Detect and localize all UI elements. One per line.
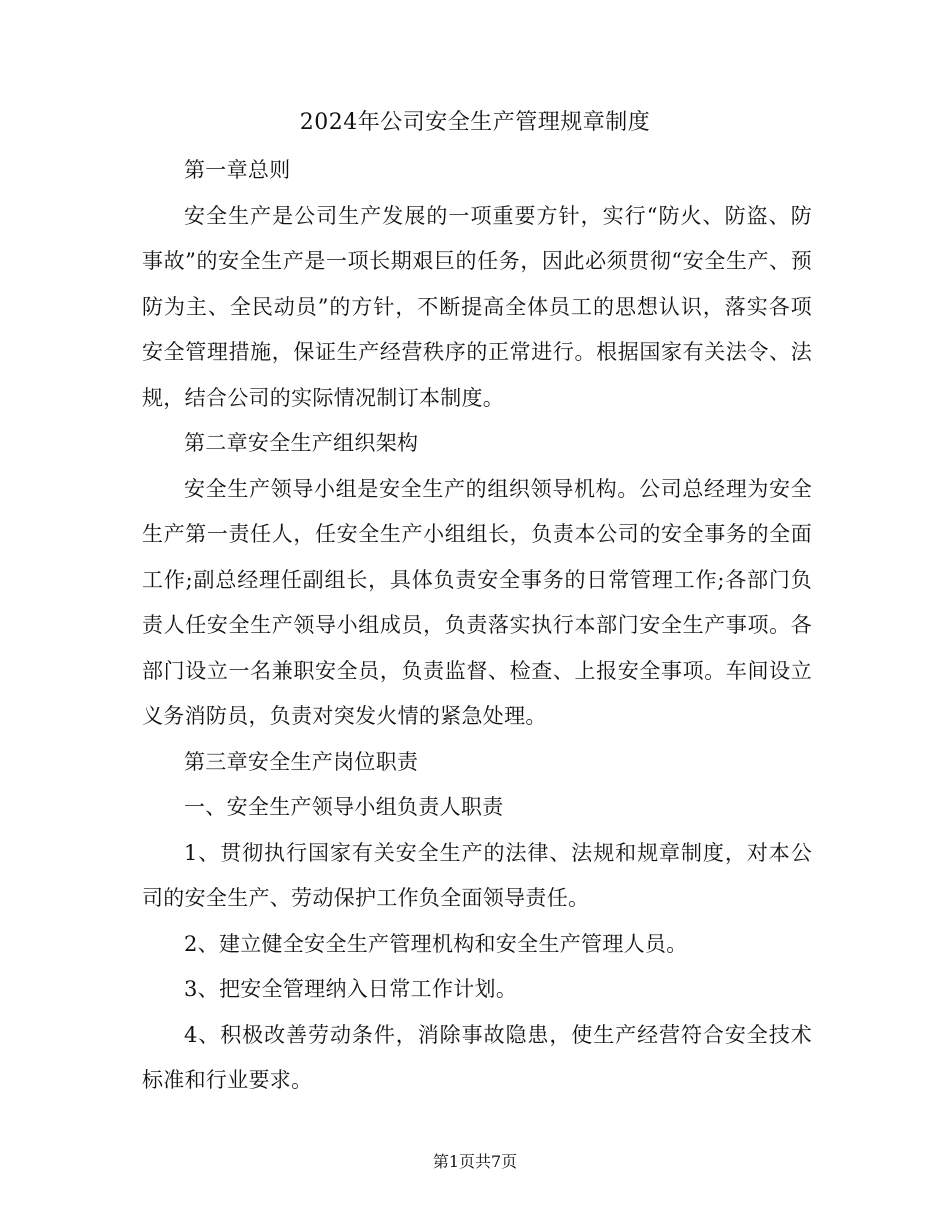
section-heading-1: 一、安全生产领导小组负责人职责: [184, 795, 504, 819]
document-body: [142, 148, 812, 1104]
document-title: 2024年公司安全生产管理规章制度: [299, 110, 651, 135]
paragraph-general-principles: 安全生产是公司生产发展的一项重要方针，实行“防火、防盗、防事故”的安全生产是一项长期艰巨的任务，因此必须贯彻“安全生产、预防为主、全民动员”的方针，不断提高全体员工的思想认识，落实各项安全管理措施，保证生产经营秩序的正常进行。根据国家有关法令、法规，结合公司的实际情况制订本制度。: [142, 203, 812, 410]
page-number: 第1页共7页: [432, 1152, 518, 1171]
chapter-heading-2: 第二章安全生产组织架构: [184, 431, 419, 455]
paragraph-organization: 安全生产领导小组是安全生产的组织领导机构。公司总经理为安全生产第一责任人，任安全生产小组组长，负责本公司的安全事务的全面工作;副总经理任副组长，具体负责安全事务的日常管理工作;各部门负责人任安全生产领导小组成员，负责落实执行本部门安全生产事项。各部门设立一名兼职安全员，负责监督、检查、上报安全事项。车间设立义务消防员，负责对突发火情的紧急处理。: [142, 476, 812, 728]
chapter-heading-3: 第三章安全生产岗位职责: [184, 749, 419, 774]
list-item-4: 4、积极改善劳动条件，消除事故隐患，使生产经营符合安全技术标准和行业要求。: [142, 1022, 812, 1092]
list-item-2: 2、建立健全安全生产管理机构和安全生产管理人员。: [184, 931, 688, 956]
list-item-1: 1、贯彻执行国家有关安全生产的法律、法规和规章制度，对本公司的安全生产、劳动保护工作负全面领导责任。: [142, 840, 812, 910]
list-item-3: 3、把安全管理纳入日常工作计划。: [184, 977, 518, 1001]
chapter-heading-1: 第一章总则: [184, 158, 291, 182]
